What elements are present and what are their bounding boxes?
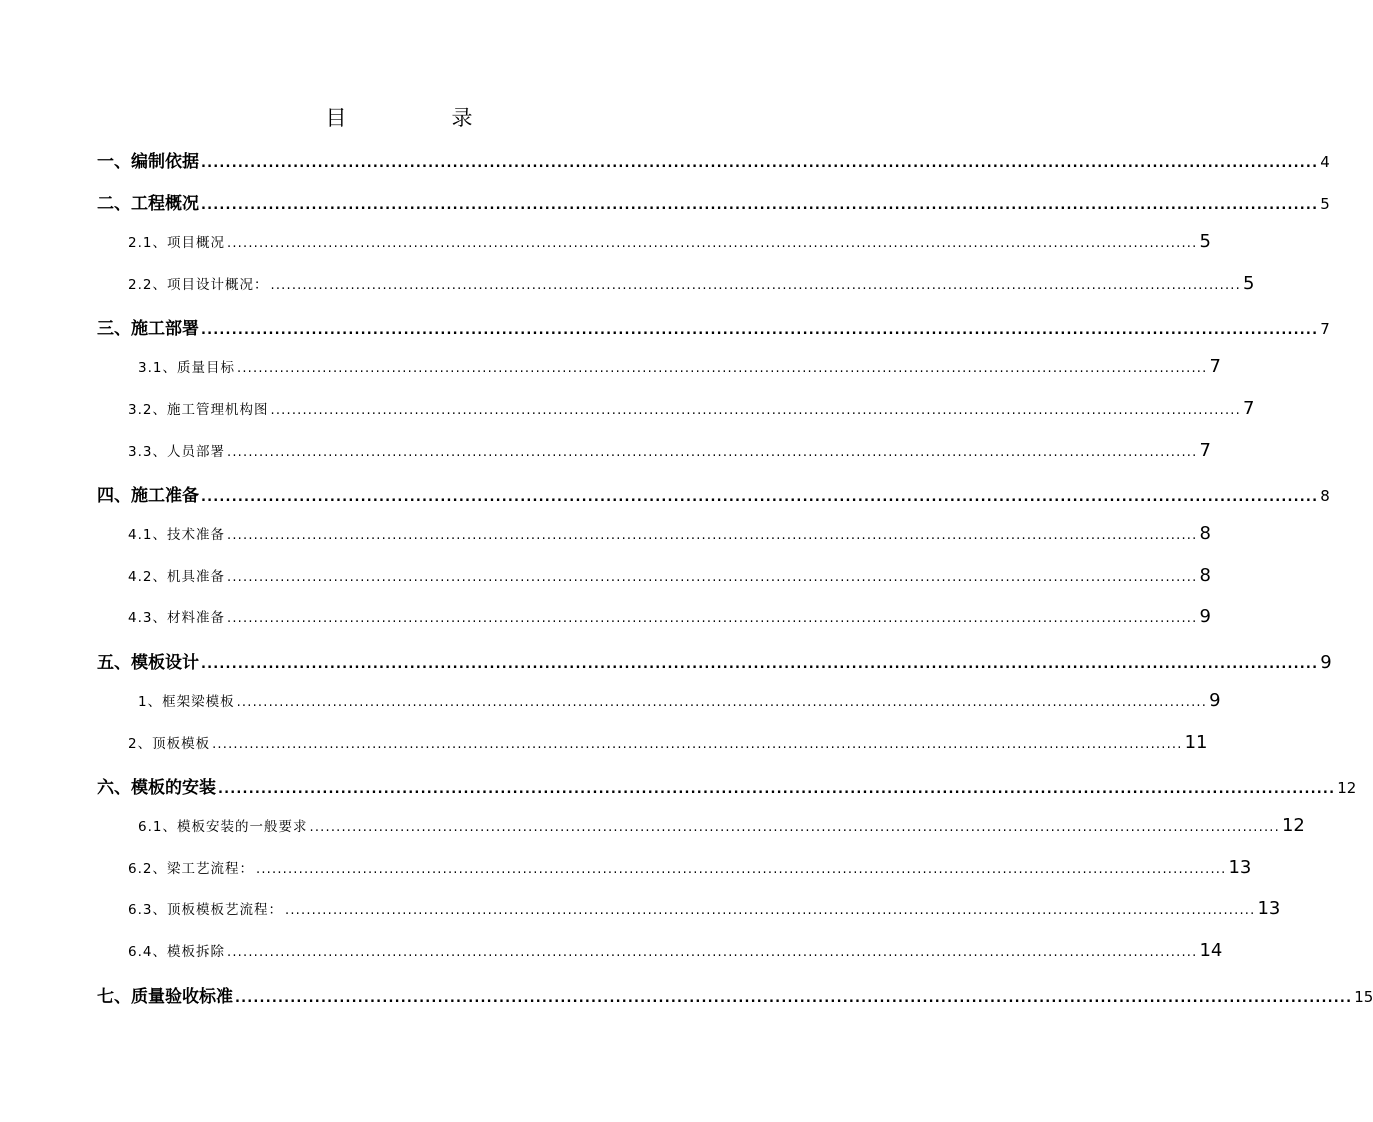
toc-entry-label: 3.3、人员部署 [128,444,225,460]
toc-entry[interactable] [138,356,1221,377]
toc-entry-page: 9 [1320,652,1332,673]
toc-entry-label: 一、编制依据 [97,152,199,172]
toc-entry[interactable] [97,481,1330,506]
toc-leader: ...................................................................................................................................................................................... [201,156,1319,171]
toc-entry-label: 4.3、材料准备 [128,610,225,626]
toc-leader: ...................................................................................................................................................................................... [226,570,1198,585]
toc-entry-page: 15 [1354,988,1373,1006]
toc-entry-page: 14 [1199,940,1223,961]
toc-leader: ...................................................................................................................................................................................... [212,737,1183,752]
toc-entry-label: 二、工程概况 [97,194,199,214]
toc-entry-label: 六、模板的安装 [97,778,216,798]
toc-entry-page: 13 [1228,857,1252,878]
toc-entry-page: 7 [1320,320,1330,338]
toc-leader: ...................................................................................................................................................................................... [235,991,1353,1006]
toc-leader: ...................................................................................................................................................................................... [270,278,1241,293]
toc-leader: ...................................................................................................................................................................................... [201,323,1319,338]
toc-entry-label: 2.2、项目设计概况： [128,277,269,293]
toc-entry[interactable] [97,773,1357,798]
toc-leader: ...................................................................................................................................................................................... [255,862,1227,877]
toc-entry-label: 2.1、项目概况 [128,235,225,251]
toc-entry[interactable] [128,273,1255,294]
toc-entry[interactable] [128,231,1211,252]
toc-entry-page: 11 [1184,732,1208,753]
toc-entry-label: 1、框架梁模板 [138,694,235,710]
toc-entry[interactable] [138,690,1221,711]
toc-entry[interactable] [97,982,1373,1007]
toc-entry[interactable] [97,147,1330,172]
toc-entry-page: 9 [1209,690,1221,711]
toc-entry-label: 五、模板设计 [97,653,199,673]
toc-leader: ...................................................................................................................................................................................... [236,361,1208,376]
toc-leader: ...................................................................................................................................................................................... [236,695,1208,710]
toc-entry[interactable] [138,815,1305,836]
toc-entry-label: 6.4、模板拆除 [128,944,225,960]
toc-leader: ...................................................................................................................................................................................... [226,611,1198,626]
toc-entry[interactable] [128,857,1252,878]
toc-entry-page: 5 [1199,231,1211,252]
toc-entry[interactable] [97,648,1332,673]
toc-entry[interactable] [128,606,1211,627]
toc-leader: ...................................................................................................................................................................................... [201,198,1319,213]
toc-entry-page: 8 [1199,565,1211,586]
toc-entry-page: 7 [1242,398,1255,419]
toc-entry-page: 4 [1320,153,1330,171]
toc-entry[interactable] [97,189,1330,214]
toc-entry-label: 2、顶板模板 [128,736,211,752]
toc-leader: ...................................................................................................................................................................................... [309,820,1280,835]
toc-leader: ...................................................................................................................................................................................... [226,528,1198,543]
toc-leader: ...................................................................................................................................................................................... [226,945,1198,960]
toc-entry-page: 7 [1199,440,1211,461]
toc-entry-label: 3.1、质量目标 [138,360,235,376]
toc-entry-label: 6.2、梁工艺流程： [128,861,254,877]
toc-leader: ...................................................................................................................................................................................... [226,236,1198,251]
toc-entry[interactable] [128,940,1223,961]
toc-entry-label: 4.1、技术准备 [128,527,225,543]
toc-entry-label: 三、施工部署 [97,319,199,339]
toc-entry-page: 12 [1281,815,1305,836]
toc-entry-page: 8 [1320,487,1330,505]
toc-leader: ...................................................................................................................................................................................... [226,445,1198,460]
toc-entry-page: 7 [1209,356,1221,377]
toc-entry-label: 6.1、模板安装的一般要求 [138,819,308,835]
toc-entry[interactable] [128,565,1211,586]
toc-entry[interactable] [128,732,1208,753]
toc-entry-page: 9 [1199,606,1211,627]
toc-leader: ...................................................................................................................................................................................... [284,903,1256,918]
toc-entry[interactable] [128,398,1255,419]
toc-entry[interactable] [128,523,1211,544]
toc-entry-label: 6.3、顶板模板艺流程： [128,902,283,918]
toc-entry-page: 5 [1242,273,1255,294]
toc-entry-label: 七、质量验收标准 [97,987,233,1007]
toc-entry[interactable] [128,440,1211,461]
toc-entry-page: 12 [1337,779,1357,797]
toc-leader: ...................................................................................................................................................................................... [270,403,1241,418]
toc-leader: ...................................................................................................................................................................................... [201,657,1319,672]
toc-title: 目 录 [325,106,515,130]
toc-entry-page: 13 [1257,898,1281,919]
toc-leader: ...................................................................................................................................................................................... [218,782,1336,797]
toc-entry-page: 5 [1320,195,1330,213]
toc-leader: ...................................................................................................................................................................................... [201,490,1319,505]
toc-entry-label: 四、施工准备 [97,486,199,506]
toc-entry[interactable] [128,898,1281,919]
toc-entry-label: 4.2、机具准备 [128,569,225,585]
toc-entry-page: 8 [1199,523,1211,544]
toc-entry-label: 3.2、施工管理机构图 [128,402,269,418]
toc-entry[interactable] [97,314,1330,339]
